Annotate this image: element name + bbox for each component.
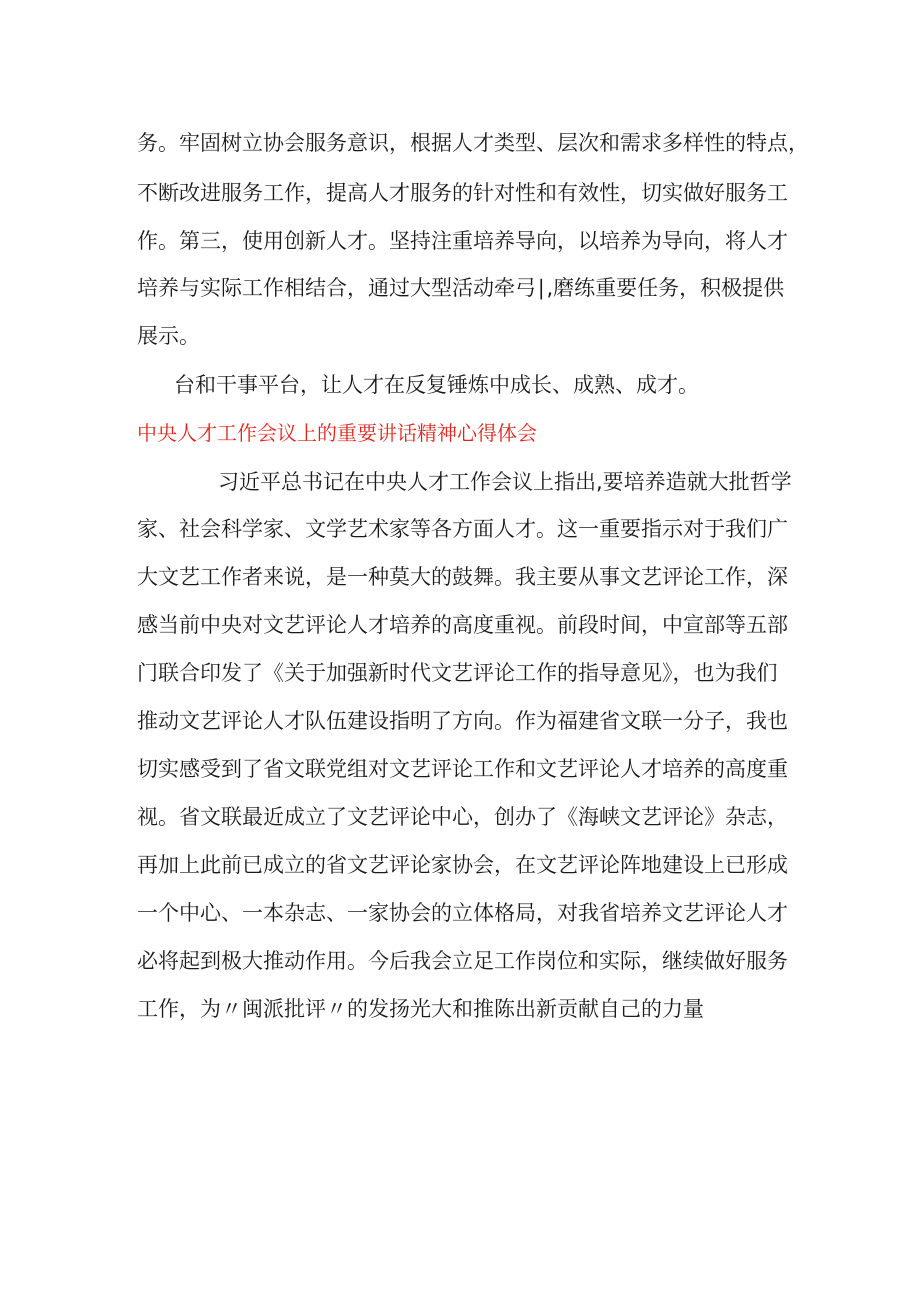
paragraph-line: 家、社会科学家、文学艺术家等各方面人才。这一重要指示对于我们广 (137, 517, 788, 541)
paragraph-line: 展示。 (137, 324, 200, 348)
section-heading: 中央人才工作会议上的重要讲话精神心得体会 (137, 421, 537, 445)
paragraph-line: 大文艺工作者来说，是一种莫大的鼓舞。我主要从事文艺评论工作，深 (137, 565, 788, 589)
paragraph-line: 门联合印发了《关于加强新时代文艺评论工作的指导意见》，也为我们 (137, 661, 778, 685)
second-paragraph: 台和干事平台，让人才在反复锤炼中成长、成熟、成才。 (174, 373, 699, 397)
paragraph-line: 一个中心、一本杂志、一家协会的立体格局，对我省培养文艺评论人才 (137, 901, 788, 925)
paragraph-line: 不断改进服务工作，提高人才服务的针对性和有效性，切实做好服务工 (137, 181, 788, 205)
paragraph-line: 培养与实际工作相结合，通过大型活动牵弓∣,磨练重要任务，积极提供 (137, 276, 785, 300)
paragraph-line: 再加上此前已成立的省文艺评论家协会，在文艺评论阵地建设上已形成 (137, 853, 788, 877)
paragraph-line: 工作，为〃闽派批评〃的发扬光大和推陈出新贡献自己的力量 (137, 997, 704, 1021)
paragraph-line: 感当前中央对文艺评论人才培养的高度重视。前段时间，中宣部等五部 (137, 613, 788, 637)
paragraph-line: 切实感受到了省文联党组对文艺评论工作和文艺评论人才培养的高度重 (137, 757, 788, 781)
paragraph-line: 推动文艺评论人才队伍建设指明了方向。作为福建省文联一分子，我也 (137, 709, 788, 733)
paragraph-line: 作。第三，使用创新人才。坚持注重培养导向，以培养为导向，将人才 (137, 229, 788, 253)
paragraph-line: 务。牢固树立协会服务意识，根据人才类型、层次和需求多样性的特点， (137, 131, 809, 155)
paragraph-line: 视。省文联最近成立了文艺评论中心，创办了《海峡文艺评论》杂志， (137, 805, 788, 829)
paragraph-line: 习近平总书记在中央人才工作会议上指出,要培养造就大批哲学 (218, 470, 792, 494)
paragraph-line: 必将起到极大推动作用。今后我会立足工作岗位和实际，继续做好服务 (137, 949, 788, 973)
